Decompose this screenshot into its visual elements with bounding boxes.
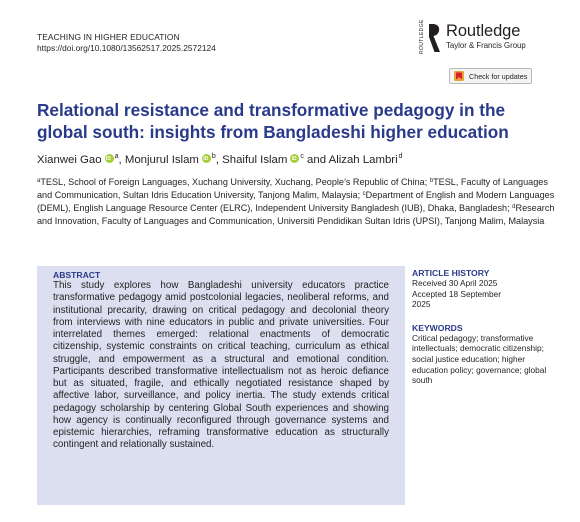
author-name[interactable]: Shaiful Islam: [222, 154, 288, 166]
publisher-logo: [419, 19, 526, 54]
abstract-box: [37, 266, 405, 505]
author-name[interactable]: Monjurul Islam: [124, 154, 199, 166]
article-sidebar: [412, 268, 552, 386]
orcid-icon[interactable]: [202, 154, 211, 163]
author-separator: and: [303, 154, 329, 166]
publisher-vertical-text: ROUTLEDGE: [419, 19, 425, 54]
affiliation-text: Department of English and Modern Languages (DEML), English Language Resource Center (ELRC), Independent University Bangladesh (IUB), Dhaka, Bangladesh;: [37, 190, 555, 214]
affiliation-text: TESL, School of Foreign Languages, Xuchang University, Xuchang, People’s Republic of China;: [40, 177, 430, 187]
article-title: Relational resistance and transformative pedagogy in the global south: insights from Bangladeshi higher education: [37, 100, 509, 142]
journal-header: [37, 32, 216, 54]
orcid-icon[interactable]: [290, 154, 299, 163]
author-affiliation-marker: d: [398, 153, 403, 160]
accepted-date-year: 2025: [412, 299, 431, 310]
check-for-updates-label: Check for updates: [469, 71, 528, 81]
affiliations: [37, 175, 557, 227]
author-affiliation-marker: b: [211, 153, 216, 160]
accepted-date: Accepted 18 September: [412, 288, 502, 299]
affiliation-marker: d: [512, 204, 516, 211]
keywords-list: Critical pedagogy; transformative intellectuals; democratic citizenship; social justice education; higher education policy; governance; global south: [412, 332, 547, 386]
affiliation-text: TESL, Faculty of Languages and Communication, Sultan Idris Education University, Tanjong Malim, Malaysia;: [37, 177, 548, 201]
author-list: [37, 150, 547, 167]
received-date: Received 30 April 2025: [412, 278, 498, 288]
abstract-text: This study explores how Bangladeshi university educators practice transformative pedagogy amid postcolonial legacies, neoliberal reforms, and institutional precarity, drawing on critical pedagogy and decolonial theory from interviews with nine educators in public and private universities. Four interrelated themes emerged: relational enactments of democratic citizenship, systemic constraints on critical teaching, curriculum as ethical struggle, and empowerment as a structural and emotional condition. Participants described transformative intellectualism not as heroic defiance but as situated, fragile, and ethically negotiated resistance shaped by affective labor, surveillance, and policy inertia. The study extends critical pedagogy scholarship by centering Global South experiences and showing how agency is continually reconfigured through governance systems and epistemic hierarchies, reframing transformative education as structurally contingent and relationally sustained.: [53, 280, 389, 451]
keywords-heading: KEYWORDS: [412, 322, 463, 333]
publisher-name: Routledge: [446, 22, 521, 40]
author-name[interactable]: Xianwei Gao: [37, 154, 102, 166]
affiliation-marker: b: [429, 178, 434, 184]
doi-link[interactable]: https://doi.org/10.1080/13562517.2025.2572124: [37, 43, 216, 53]
author-affiliation-marker: c: [300, 153, 304, 160]
author-name[interactable]: Alizah Lambri: [328, 154, 398, 166]
crossmark-icon: [454, 71, 464, 81]
affiliation-text: Research and Innovation, Faculty of Languages and Communication, Universiti Pendidikan Sultan Idris (UPSI), Tanjong Malim, Malaysia: [37, 203, 555, 226]
check-for-updates-button[interactable]: [449, 68, 532, 84]
affiliation-marker: a: [37, 178, 41, 184]
article-history-heading: ARTICLE HISTORY: [412, 268, 490, 278]
journal-name: TEACHING IN HIGHER EDUCATION: [37, 32, 180, 42]
orcid-icon[interactable]: [105, 154, 114, 163]
routledge-mark: [419, 19, 441, 54]
publisher-group: Taylor & Francis Group: [446, 41, 526, 50]
author-separator: ,: [118, 154, 125, 166]
abstract-heading: ABSTRACT: [53, 270, 101, 280]
affiliation-marker: c: [362, 191, 366, 198]
author-affiliation-marker: a: [114, 153, 119, 160]
author-separator: ,: [215, 154, 223, 166]
